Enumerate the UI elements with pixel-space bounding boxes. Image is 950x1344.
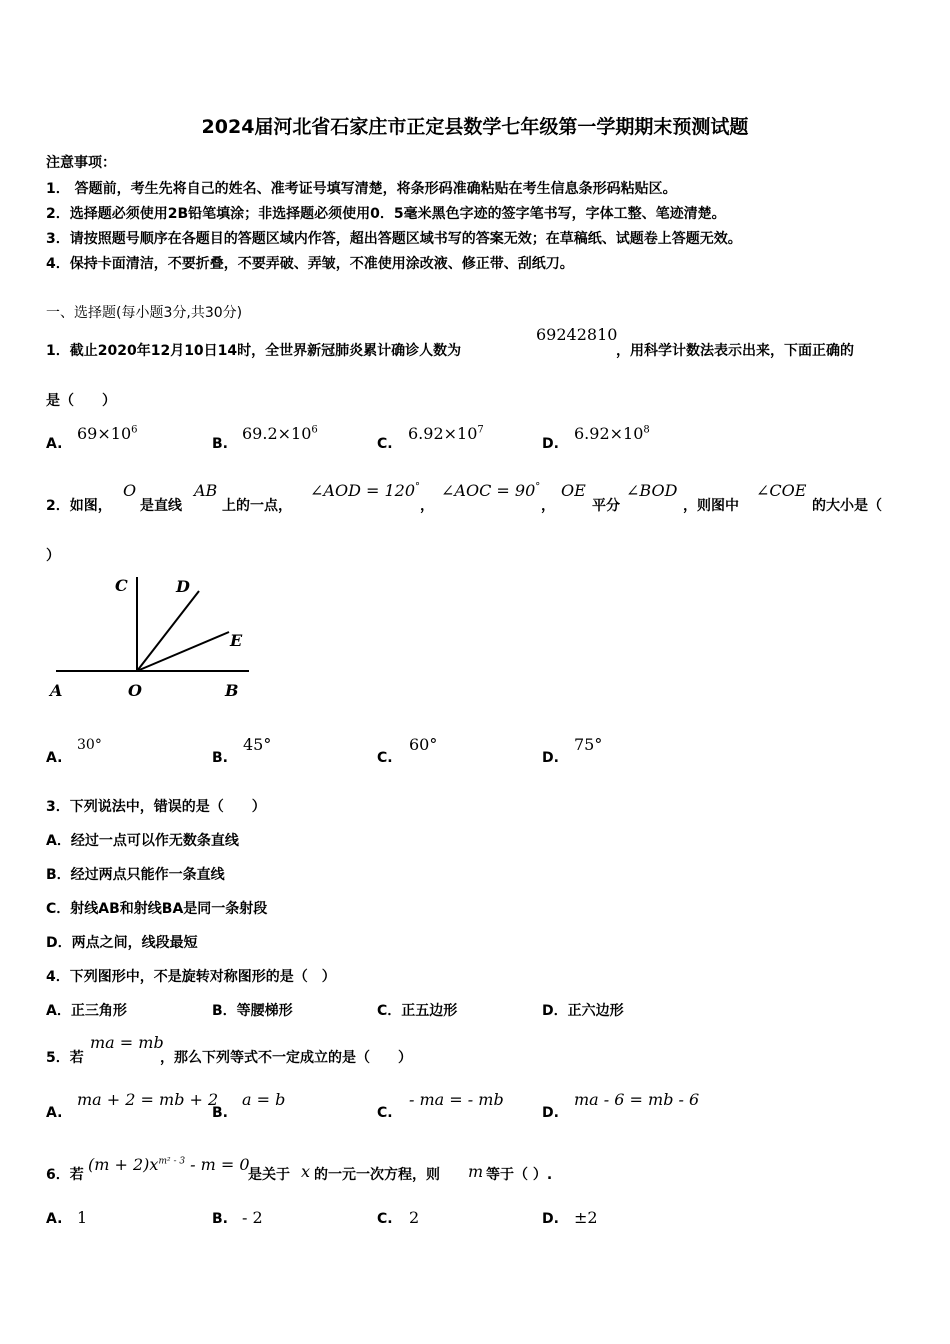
q3-option: D．两点之间，线段最短 [46, 935, 198, 951]
q2-stem: 是直线 [140, 498, 182, 514]
q2-option-d: 75° [574, 735, 603, 754]
note-item: 3．请按照题号顺序在各题目的答题区域内作答，超出答题区域书写的答案无效；在草稿纸、试题卷上答题无效。 [46, 231, 742, 247]
q5-option-b: a = b [242, 1090, 286, 1109]
q6-stem: 是关于 [248, 1167, 290, 1183]
q5-option-c-label: C. [377, 1105, 393, 1121]
section-heading: 一、选择题(每小题3分,共30分) [46, 305, 243, 321]
label-a: A [50, 681, 63, 700]
q6-stem: 等于（ ）. [486, 1167, 553, 1183]
q6-option-d: ±2 [574, 1208, 598, 1227]
q6-math: x [301, 1162, 311, 1181]
note-item: 2．选择题必须使用2B铅笔填涂；非选择题必须使用0．5毫米黑色字迹的签字笔书写，字体工整、笔迹清楚。 [46, 206, 726, 222]
q6-option-a: 1 [77, 1208, 88, 1227]
q5-stem: ，那么下列等式不一定成立的是（ ） [160, 1050, 412, 1066]
q2-option-d-label: D. [542, 750, 559, 766]
q1-stem-a: 1．截止2020年12月10日14时，全世界新冠肺炎累计确诊人数为 [46, 343, 462, 359]
q6-option-b: - 2 [242, 1208, 263, 1227]
q3-option: A．经过一点可以作无数条直线 [46, 833, 239, 849]
q1-option-d-label: D. [542, 436, 559, 452]
q1-number: 69242810 [536, 325, 618, 344]
note-item: 1． 答题前，考生先将自己的姓名、准考证号填写清楚，将条形码准确粘贴在考生信息条形码粘贴区。 [46, 181, 677, 197]
q1-option-c: $6.92\times 10^7$ [408, 424, 484, 443]
q2-stem: 平分 [592, 498, 620, 514]
q1-option-a: $69\times 10^6$ [77, 424, 138, 443]
q6-stem: 6．若 [46, 1167, 84, 1183]
label-d: D [176, 577, 190, 596]
q5-stem: 5．若 [46, 1050, 84, 1066]
q5-option-b-label: B. [212, 1105, 228, 1121]
q1-option-d: $6.92\times 10^8$ [574, 424, 650, 443]
q4-option: B．等腰梯形 [212, 1003, 293, 1019]
q1-stem-c: 是（ ） [46, 393, 116, 409]
q6-option-c: 2 [409, 1208, 420, 1227]
q2-stem: ，则图中 [683, 498, 739, 514]
q5-option-d-label: D. [542, 1105, 559, 1121]
ray-od [137, 591, 199, 671]
label-c: C [115, 576, 128, 595]
q5-option-c: - ma = - mb [409, 1090, 504, 1109]
q2-math: ∠BOD [626, 481, 678, 500]
q2-option-c: 60° [409, 735, 438, 754]
q6-math: m [468, 1162, 484, 1181]
q2-option-b-label: B. [212, 750, 228, 766]
q2-stem: ） [46, 548, 60, 564]
q4-option: D．正六边形 [542, 1003, 624, 1019]
q2-math: ∠AOC = 90° [441, 481, 541, 500]
q2-math: AB [194, 481, 218, 500]
q4-option: C．正五边形 [377, 1003, 458, 1019]
q2-stem: ， [541, 498, 555, 514]
label-o: O [128, 681, 142, 700]
q1-option-c-label: C. [377, 436, 393, 452]
q2-option-b: 45° [243, 735, 272, 754]
ray-oe [137, 632, 229, 671]
q2-math: ∠AOD = 120° [310, 481, 421, 500]
q2-math: O [123, 481, 137, 500]
note-item: 4．保持卡面清洁，不要折叠，不要弄破、弄皱，不准使用涂改液、修正带、刮纸刀。 [46, 256, 574, 272]
q4-stem: 4．下列图形中，不是旋转对称图形的是（ ） [46, 969, 336, 985]
q4-option: A．正三角形 [46, 1003, 127, 1019]
q3-option: C．射线AB和射线BA是同一条射段 [46, 901, 268, 917]
q2-option-c-label: C. [377, 750, 393, 766]
q1-option-b: $69.2\times 10^6$ [242, 424, 318, 443]
q2-stem: 2．如图， [46, 498, 112, 514]
q5-math: ma = mb [90, 1033, 164, 1052]
q2-option-a-label: A. [46, 750, 63, 766]
label-e: E [230, 631, 243, 650]
q6-option-b-label: B. [212, 1211, 228, 1227]
q2-math: ∠COE [756, 481, 807, 500]
q6-option-c-label: C. [377, 1211, 393, 1227]
page-title: 2024届河北省石家庄市正定县数学七年级第一学期期末预测试题 [201, 116, 749, 138]
notes-heading: 注意事项： [46, 155, 116, 171]
q2-stem: 的大小是（ [812, 498, 882, 514]
q6-option-a-label: A. [46, 1211, 63, 1227]
q2-math: OE [561, 481, 586, 500]
q3-option: B．经过两点只能作一条直线 [46, 867, 225, 883]
label-b: B [225, 681, 239, 700]
q1-option-b-label: B. [212, 436, 228, 452]
q2-stem: 上的一点， [222, 498, 292, 514]
q3-stem: 3．下列说法中，错误的是（ ） [46, 799, 266, 815]
q2-stem: ， [420, 498, 434, 514]
q2-option-a: 30° [77, 737, 102, 753]
q6-stem: 的一元一次方程，则 [314, 1167, 440, 1183]
q6-option-d-label: D. [542, 1211, 559, 1227]
q5-option-d: ma - 6 = mb - 6 [574, 1090, 700, 1109]
q1-option-a-label: A. [46, 436, 63, 452]
q6-math: $(m + 2)x^{m^2 - 3} - m = 0$ [88, 1155, 250, 1174]
q5-option-a: ma + 2 = mb + 2 [77, 1090, 219, 1109]
q1-stem-b: ，用科学计数法表示出来，下面正确的 [616, 343, 854, 359]
q5-option-a-label: A. [46, 1105, 63, 1121]
q2-figure [44, 572, 254, 704]
